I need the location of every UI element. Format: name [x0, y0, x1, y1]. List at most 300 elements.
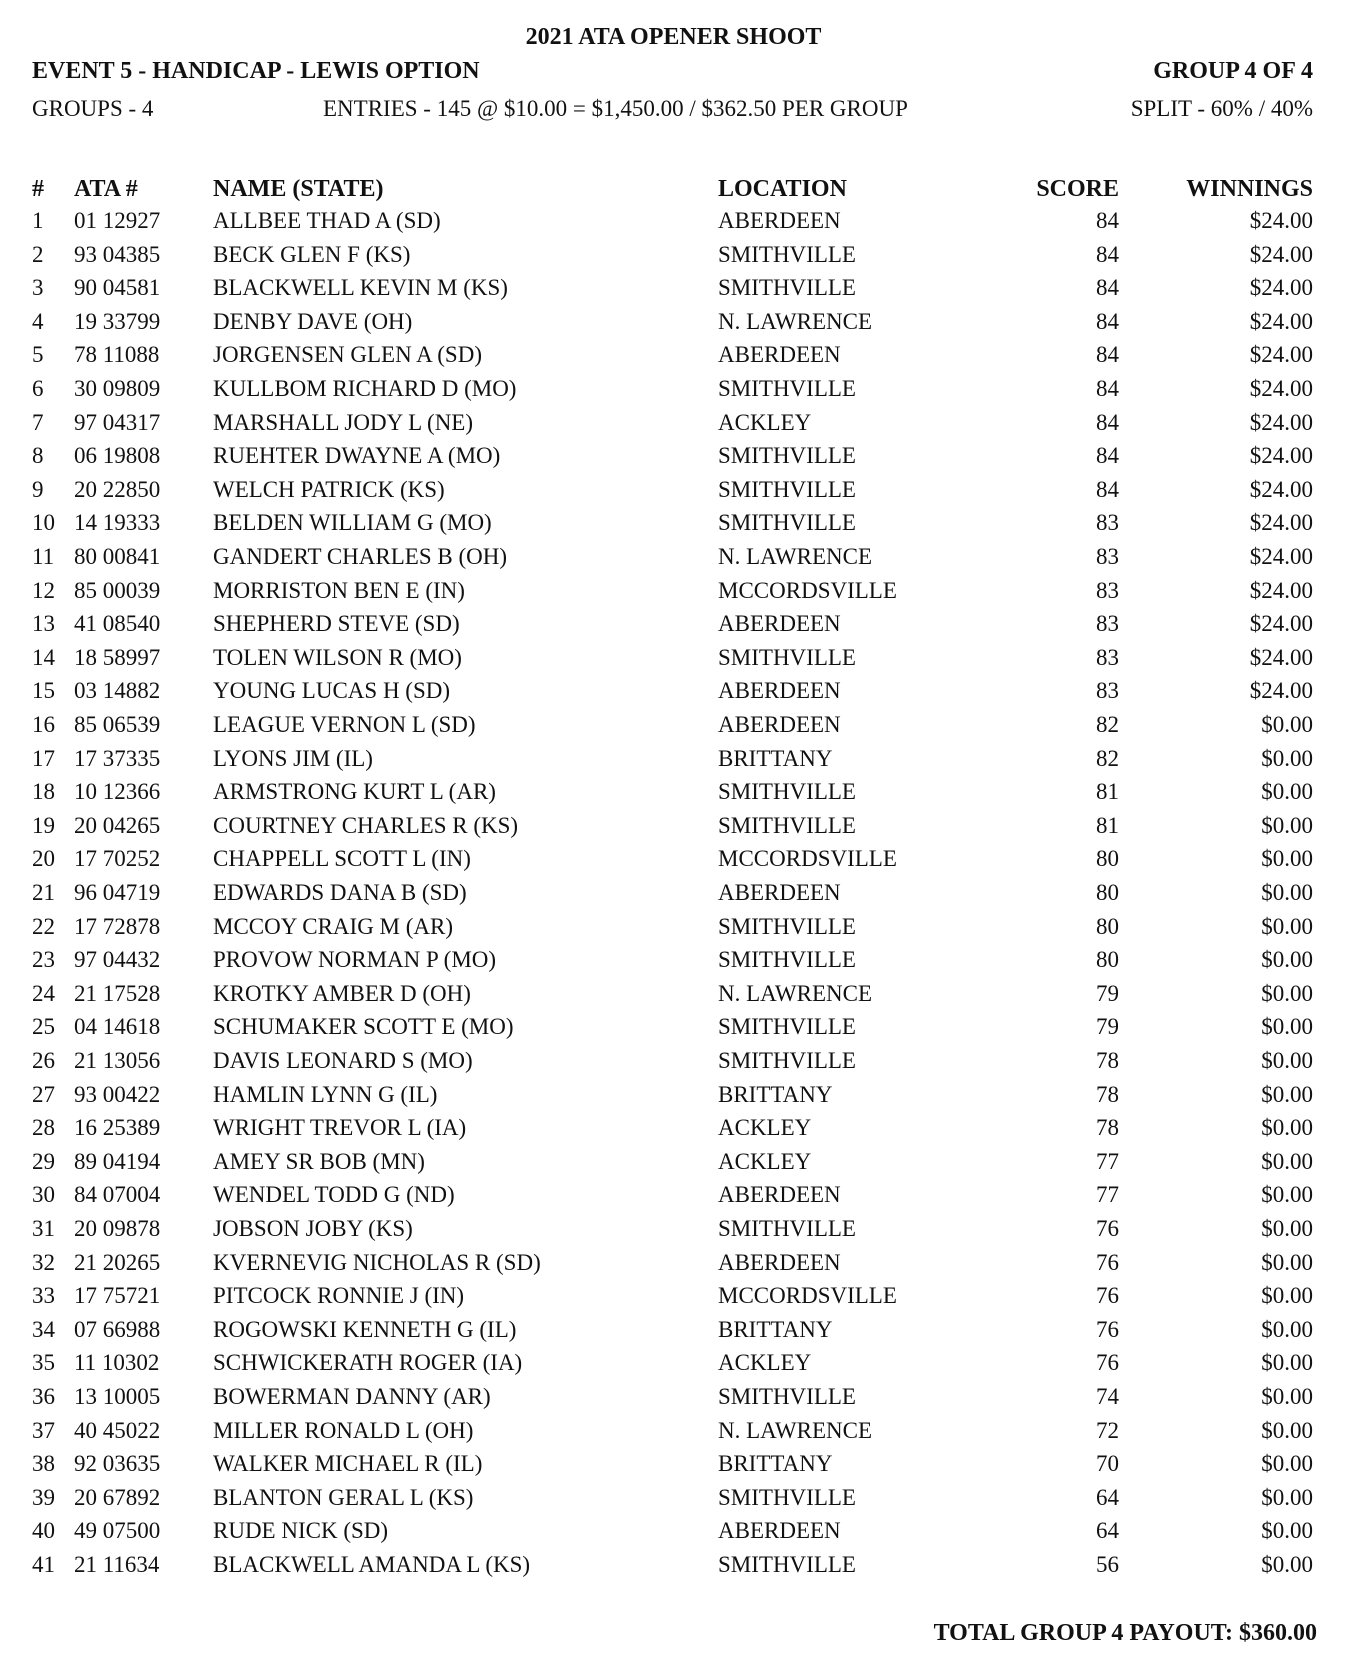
- row-number: 4: [32, 308, 44, 334]
- column-header-number: #: [32, 176, 44, 202]
- row-number: 23: [32, 947, 55, 973]
- table-row: [0, 1182, 1347, 1216]
- row-name: BLANTON GERAL L (KS): [213, 1484, 474, 1510]
- row-score: 84: [1096, 241, 1119, 267]
- row-name: DAVIS LEONARD S (MO): [213, 1048, 473, 1073]
- document-title: 2021 ATA OPENER SHOOT: [525, 24, 822, 50]
- row-winnings: $24.00: [1249, 308, 1313, 334]
- row-location: ABERDEEN: [718, 712, 841, 737]
- row-location: SMITHVILLE: [718, 275, 856, 301]
- row-score: 82: [1096, 712, 1119, 737]
- row-ata-number: 16 25389: [74, 1115, 161, 1141]
- table-row: [0, 746, 1347, 780]
- row-location: ABERDEEN: [718, 1249, 841, 1275]
- table-row: [0, 1250, 1347, 1284]
- row-ata-number: 21 11634: [74, 1552, 160, 1577]
- row-name: HAMLIN LYNN G (IL): [213, 1081, 438, 1107]
- row-name: AMEY SR BOB (MN): [213, 1148, 425, 1174]
- column-header-winnings: WINNINGS: [1186, 176, 1313, 202]
- row-number: 29: [32, 1148, 55, 1174]
- row-score: 70: [1096, 1451, 1119, 1477]
- row-winnings: $0.00: [1261, 1417, 1313, 1443]
- row-score: 84: [1096, 342, 1119, 368]
- row-number: 20: [32, 846, 55, 872]
- row-number: 31: [32, 1216, 55, 1241]
- row-location: SMITHVILLE: [718, 510, 856, 536]
- row-name: JOBSON JOBY (KS): [213, 1216, 413, 1241]
- row-score: 81: [1096, 812, 1119, 838]
- row-winnings: $0.00: [1261, 779, 1313, 805]
- row-winnings: $0.00: [1261, 846, 1313, 872]
- row-ata-number: 13 10005: [74, 1384, 161, 1409]
- row-winnings: $24.00: [1249, 476, 1313, 502]
- row-score: 84: [1096, 275, 1119, 301]
- table-row: [0, 477, 1347, 511]
- row-location: SMITHVILLE: [718, 779, 856, 805]
- row-ata-number: 20 22850: [74, 476, 161, 502]
- table-row: [0, 544, 1347, 578]
- row-number: 6: [32, 376, 44, 401]
- table-row: [0, 981, 1347, 1015]
- row-name: BOWERMAN DANNY (AR): [213, 1384, 491, 1409]
- row-winnings: $24.00: [1249, 678, 1313, 704]
- row-number: 16: [32, 712, 55, 737]
- row-winnings: $0.00: [1261, 1014, 1313, 1040]
- table-row: [0, 1317, 1347, 1351]
- row-score: 80: [1096, 947, 1119, 973]
- row-name: ALLBEE THAD A (SD): [213, 208, 441, 233]
- row-ata-number: 20 04265: [74, 812, 161, 838]
- entries-summary: ENTRIES - 145 @ $10.00 = $1,450.00 / $362.50 PER GROUP: [323, 96, 908, 121]
- row-score: 79: [1096, 1014, 1119, 1040]
- table-row: [0, 1451, 1347, 1485]
- row-number: 27: [32, 1081, 55, 1107]
- row-name: MCCOY CRAIG M (AR): [213, 913, 454, 939]
- row-number: 8: [32, 443, 44, 469]
- row-location: N. LAWRENCE: [718, 1417, 873, 1443]
- row-location: SMITHVILLE: [718, 812, 856, 838]
- row-name: WRIGHT TREVOR L (IA): [213, 1115, 467, 1141]
- row-score: 83: [1096, 510, 1119, 536]
- row-name: KVERNEVIG NICHOLAS R (SD): [213, 1249, 541, 1275]
- table-row: [0, 275, 1347, 309]
- row-location: ACKLEY: [718, 1148, 812, 1174]
- row-winnings: $0.00: [1261, 880, 1313, 905]
- table-row: [0, 846, 1347, 880]
- row-score: 77: [1096, 1182, 1119, 1208]
- row-name: SHEPHERD STEVE (SD): [213, 611, 460, 637]
- row-name: RUEHTER DWAYNE A (MO): [213, 443, 501, 469]
- row-location: ABERDEEN: [718, 208, 841, 233]
- row-name: MILLER RONALD L (OH): [213, 1417, 474, 1443]
- row-location: ABERDEEN: [718, 678, 841, 704]
- table-row: [0, 443, 1347, 477]
- row-location: SMITHVILLE: [718, 913, 856, 939]
- row-winnings: $0.00: [1261, 1552, 1313, 1577]
- row-ata-number: 93 00422: [74, 1081, 161, 1107]
- row-location: SMITHVILLE: [718, 1014, 856, 1040]
- row-score: 84: [1096, 376, 1119, 401]
- row-winnings: $0.00: [1261, 712, 1313, 737]
- row-location: ABERDEEN: [718, 611, 841, 637]
- row-location: N. LAWRENCE: [718, 980, 873, 1006]
- row-winnings: $24.00: [1249, 611, 1313, 637]
- row-score: 76: [1096, 1350, 1119, 1376]
- row-winnings: $0.00: [1261, 1216, 1313, 1241]
- row-name: MARSHALL JODY L (NE): [213, 409, 474, 435]
- row-number: 30: [32, 1182, 55, 1208]
- table-row: [0, 1418, 1347, 1452]
- row-number: 21: [32, 880, 55, 905]
- row-ata-number: 04 14618: [74, 1014, 161, 1040]
- row-winnings: $0.00: [1261, 1081, 1313, 1107]
- row-score: 78: [1096, 1081, 1119, 1107]
- row-score: 82: [1096, 745, 1119, 771]
- row-ata-number: 03 14882: [74, 678, 161, 704]
- table-row: [0, 813, 1347, 847]
- row-winnings: $24.00: [1249, 443, 1313, 469]
- row-ata-number: 85 06539: [74, 712, 161, 737]
- row-number: 36: [32, 1384, 55, 1409]
- row-number: 24: [32, 980, 55, 1006]
- row-score: 84: [1096, 308, 1119, 334]
- row-winnings: $24.00: [1249, 544, 1313, 569]
- row-ata-number: 18 58997: [74, 644, 161, 670]
- row-winnings: $0.00: [1261, 1182, 1313, 1208]
- row-number: 25: [32, 1014, 55, 1040]
- row-location: SMITHVILLE: [718, 644, 856, 670]
- row-number: 41: [32, 1552, 55, 1577]
- table-row: [0, 1014, 1347, 1048]
- event-title: EVENT 5 - HANDICAP - LEWIS OPTION: [32, 58, 480, 84]
- row-ata-number: 89 04194: [74, 1148, 161, 1174]
- row-number: 28: [32, 1115, 55, 1141]
- row-winnings: $24.00: [1249, 208, 1313, 233]
- row-winnings: $0.00: [1261, 1451, 1313, 1477]
- row-ata-number: 17 72878: [74, 913, 161, 939]
- row-number: 39: [32, 1484, 55, 1510]
- row-score: 64: [1096, 1518, 1119, 1544]
- row-name: BLACKWELL KEVIN M (KS): [213, 275, 508, 301]
- row-number: 7: [32, 409, 44, 435]
- row-ata-number: 14 19333: [74, 510, 161, 536]
- row-ata-number: 49 07500: [74, 1518, 161, 1544]
- row-name: YOUNG LUCAS H (SD): [213, 678, 451, 704]
- table-row: [0, 712, 1347, 746]
- row-location: BRITTANY: [718, 1451, 833, 1477]
- row-number: 19: [32, 812, 55, 838]
- row-ata-number: 17 70252: [74, 846, 161, 872]
- table-row: [0, 645, 1347, 679]
- row-number: 9: [32, 476, 44, 502]
- row-number: 12: [32, 577, 55, 603]
- row-winnings: $0.00: [1261, 812, 1313, 838]
- row-ata-number: 20 67892: [74, 1484, 161, 1510]
- row-winnings: $0.00: [1261, 980, 1313, 1006]
- row-winnings: $0.00: [1261, 1350, 1313, 1376]
- row-number: 34: [32, 1316, 55, 1342]
- row-location: SMITHVILLE: [718, 1484, 856, 1510]
- column-header-ata: ATA #: [74, 176, 138, 202]
- row-name: KULLBOM RICHARD D (MO): [213, 376, 517, 401]
- row-score: 83: [1096, 678, 1119, 704]
- table-row: [0, 208, 1347, 242]
- row-score: 64: [1096, 1484, 1119, 1510]
- row-ata-number: 92 03635: [74, 1451, 161, 1477]
- row-ata-number: 17 75721: [74, 1283, 161, 1309]
- row-score: 76: [1096, 1249, 1119, 1275]
- table-row: [0, 947, 1347, 981]
- row-score: 78: [1096, 1115, 1119, 1141]
- row-location: SMITHVILLE: [718, 1552, 856, 1577]
- table-row: [0, 342, 1347, 376]
- table-row: [0, 1552, 1347, 1586]
- row-name: BLACKWELL AMANDA L (KS): [213, 1552, 531, 1577]
- row-location: SMITHVILLE: [718, 1048, 856, 1073]
- row-score: 76: [1096, 1283, 1119, 1309]
- row-name: BELDEN WILLIAM G (MO): [213, 510, 492, 536]
- row-location: SMITHVILLE: [718, 947, 856, 973]
- column-header-score: SCORE: [1036, 176, 1119, 202]
- row-number: 1: [32, 208, 44, 233]
- row-score: 83: [1096, 544, 1119, 569]
- row-ata-number: 97 04317: [74, 409, 161, 435]
- row-name: COURTNEY CHARLES R (KS): [213, 812, 519, 838]
- row-score: 74: [1096, 1384, 1119, 1409]
- row-score: 72: [1096, 1417, 1119, 1443]
- row-number: 13: [32, 611, 55, 637]
- table-row: [0, 1048, 1347, 1082]
- table-row: [0, 1115, 1347, 1149]
- table-row: [0, 1149, 1347, 1183]
- row-score: 80: [1096, 880, 1119, 905]
- row-score: 83: [1096, 611, 1119, 637]
- row-name: TOLEN WILSON R (MO): [213, 644, 462, 670]
- row-number: 17: [32, 745, 55, 771]
- row-score: 76: [1096, 1216, 1119, 1241]
- group-label: GROUP 4 OF 4: [1153, 58, 1313, 84]
- row-score: 84: [1096, 208, 1119, 233]
- row-name: BECK GLEN F (KS): [213, 241, 411, 267]
- row-winnings: $24.00: [1249, 644, 1313, 670]
- table-row: [0, 510, 1347, 544]
- row-location: MCCORDSVILLE: [718, 846, 897, 872]
- row-number: 38: [32, 1451, 55, 1477]
- row-name: CHAPPELL SCOTT L (IN): [213, 846, 471, 872]
- row-winnings: $24.00: [1249, 342, 1313, 368]
- row-number: 14: [32, 644, 55, 670]
- table-row: [0, 1216, 1347, 1250]
- table-row: [0, 410, 1347, 444]
- row-score: 79: [1096, 980, 1119, 1006]
- row-location: BRITTANY: [718, 1081, 833, 1107]
- row-name: WELCH PATRICK (KS): [213, 476, 445, 502]
- row-location: N. LAWRENCE: [718, 544, 873, 569]
- row-name: SCHWICKERATH ROGER (IA): [213, 1350, 523, 1376]
- row-ata-number: 17 37335: [74, 745, 161, 771]
- row-winnings: $0.00: [1261, 1115, 1313, 1141]
- row-score: 83: [1096, 577, 1119, 603]
- table-row: [0, 611, 1347, 645]
- row-name: WALKER MICHAEL R (IL): [213, 1451, 483, 1477]
- row-number: 33: [32, 1283, 55, 1309]
- row-number: 37: [32, 1417, 55, 1443]
- row-location: SMITHVILLE: [718, 1384, 856, 1409]
- row-number: 10: [32, 510, 55, 536]
- column-header-name: NAME (STATE): [213, 176, 384, 202]
- row-location: ABERDEEN: [718, 1518, 841, 1544]
- row-name: MORRISTON BEN E (IN): [213, 577, 465, 603]
- table-row: [0, 242, 1347, 276]
- row-winnings: $0.00: [1261, 745, 1313, 771]
- row-ata-number: 30 09809: [74, 376, 161, 401]
- row-number: 26: [32, 1048, 55, 1073]
- row-number: 35: [32, 1350, 55, 1376]
- row-winnings: $24.00: [1249, 241, 1313, 267]
- row-winnings: $0.00: [1261, 1148, 1313, 1174]
- total-payout: TOTAL GROUP 4 PAYOUT: $360.00: [933, 1620, 1317, 1646]
- row-ata-number: 21 17528: [74, 980, 161, 1006]
- row-number: 32: [32, 1249, 55, 1275]
- row-name: RUDE NICK (SD): [213, 1518, 389, 1544]
- row-location: SMITHVILLE: [718, 476, 856, 502]
- row-number: 11: [32, 544, 55, 569]
- row-name: LYONS JIM (IL): [213, 745, 373, 771]
- table-row: [0, 1283, 1347, 1317]
- row-number: 3: [32, 275, 44, 301]
- row-ata-number: 40 45022: [74, 1417, 161, 1443]
- table-row: [0, 678, 1347, 712]
- row-winnings: $0.00: [1261, 1316, 1313, 1342]
- row-score: 78: [1096, 1048, 1119, 1073]
- table-row: [0, 1485, 1347, 1519]
- row-location: BRITTANY: [718, 1316, 833, 1342]
- row-ata-number: 41 08540: [74, 611, 161, 637]
- row-ata-number: 19 33799: [74, 308, 161, 334]
- row-winnings: $0.00: [1261, 1283, 1313, 1309]
- row-number: 22: [32, 913, 55, 939]
- row-ata-number: 85 00039: [74, 577, 161, 603]
- row-winnings: $0.00: [1261, 1249, 1313, 1275]
- row-score: 84: [1096, 476, 1119, 502]
- row-number: 15: [32, 678, 55, 704]
- row-ata-number: 20 09878: [74, 1216, 161, 1241]
- row-ata-number: 84 07004: [74, 1182, 161, 1208]
- row-name: ARMSTRONG KURT L (AR): [213, 779, 496, 805]
- row-name: WENDEL TODD G (ND): [213, 1182, 455, 1208]
- row-ata-number: 90 04581: [74, 275, 161, 301]
- row-winnings: $24.00: [1249, 409, 1313, 435]
- row-ata-number: 21 20265: [74, 1249, 161, 1275]
- row-name: EDWARDS DANA B (SD): [213, 880, 467, 905]
- row-ata-number: 01 12927: [74, 208, 161, 233]
- row-name: LEAGUE VERNON L (SD): [213, 712, 476, 737]
- row-number: 5: [32, 342, 44, 368]
- row-name: PROVOW NORMAN P (MO): [213, 947, 497, 973]
- row-location: SMITHVILLE: [718, 241, 856, 267]
- row-winnings: $24.00: [1249, 510, 1313, 536]
- table-row: [0, 1518, 1347, 1552]
- row-winnings: $0.00: [1261, 913, 1313, 939]
- row-location: ABERDEEN: [718, 1182, 841, 1208]
- row-score: 80: [1096, 913, 1119, 939]
- row-name: GANDERT CHARLES B (OH): [213, 544, 508, 569]
- row-ata-number: 11 10302: [74, 1350, 160, 1376]
- table-row: [0, 309, 1347, 343]
- row-winnings: $24.00: [1249, 577, 1313, 603]
- row-winnings: $0.00: [1261, 1384, 1313, 1409]
- row-location: ABERDEEN: [718, 880, 841, 905]
- table-row: [0, 1384, 1347, 1418]
- row-location: BRITTANY: [718, 745, 833, 771]
- table-row: [0, 880, 1347, 914]
- row-location: ACKLEY: [718, 409, 812, 435]
- row-location: ABERDEEN: [718, 342, 841, 368]
- row-score: 84: [1096, 409, 1119, 435]
- row-ata-number: 07 66988: [74, 1316, 161, 1342]
- row-location: SMITHVILLE: [718, 1216, 856, 1241]
- row-score: 76: [1096, 1316, 1119, 1342]
- row-number: 2: [32, 241, 44, 267]
- column-header-location: LOCATION: [718, 176, 847, 202]
- row-location: MCCORDSVILLE: [718, 1283, 897, 1309]
- table-row: [0, 376, 1347, 410]
- row-winnings: $0.00: [1261, 1518, 1313, 1544]
- row-ata-number: 93 04385: [74, 241, 161, 267]
- row-name: JORGENSEN GLEN A (SD): [213, 342, 482, 368]
- row-number: 18: [32, 779, 55, 805]
- table-row: [0, 914, 1347, 948]
- row-name: PITCOCK RONNIE J (IN): [213, 1283, 465, 1309]
- row-location: SMITHVILLE: [718, 376, 856, 401]
- groups-count: GROUPS - 4: [32, 96, 154, 121]
- row-number: 40: [32, 1518, 55, 1544]
- row-winnings: $0.00: [1261, 1484, 1313, 1510]
- row-score: 56: [1096, 1552, 1119, 1577]
- split-label: SPLIT - 60% / 40%: [1130, 96, 1313, 121]
- row-name: KROTKY AMBER D (OH): [213, 980, 471, 1006]
- row-location: MCCORDSVILLE: [718, 577, 897, 603]
- row-ata-number: 78 11088: [74, 342, 160, 368]
- row-name: ROGOWSKI KENNETH G (IL): [213, 1316, 517, 1342]
- row-ata-number: 21 13056: [74, 1048, 161, 1073]
- row-name: SCHUMAKER SCOTT E (MO): [213, 1014, 514, 1040]
- row-score: 81: [1096, 779, 1119, 805]
- row-ata-number: 97 04432: [74, 947, 161, 973]
- row-winnings: $0.00: [1261, 1048, 1313, 1073]
- row-location: SMITHVILLE: [718, 443, 856, 469]
- row-score: 77: [1096, 1148, 1119, 1174]
- row-ata-number: 96 04719: [74, 880, 161, 905]
- row-ata-number: 10 12366: [74, 779, 161, 805]
- row-score: 84: [1096, 443, 1119, 469]
- table-row: [0, 578, 1347, 612]
- table-row: [0, 1350, 1347, 1384]
- row-score: 80: [1096, 846, 1119, 872]
- row-ata-number: 06 19808: [74, 443, 161, 469]
- row-location: ACKLEY: [718, 1115, 812, 1141]
- row-name: DENBY DAVE (OH): [213, 308, 413, 334]
- row-winnings: $24.00: [1249, 376, 1313, 401]
- row-score: 83: [1096, 644, 1119, 670]
- table-row: [0, 1082, 1347, 1116]
- row-winnings: $0.00: [1261, 947, 1313, 973]
- table-row: [0, 779, 1347, 813]
- row-location: N. LAWRENCE: [718, 308, 873, 334]
- row-winnings: $24.00: [1249, 275, 1313, 301]
- row-location: ACKLEY: [718, 1350, 812, 1376]
- row-ata-number: 80 00841: [74, 544, 161, 569]
